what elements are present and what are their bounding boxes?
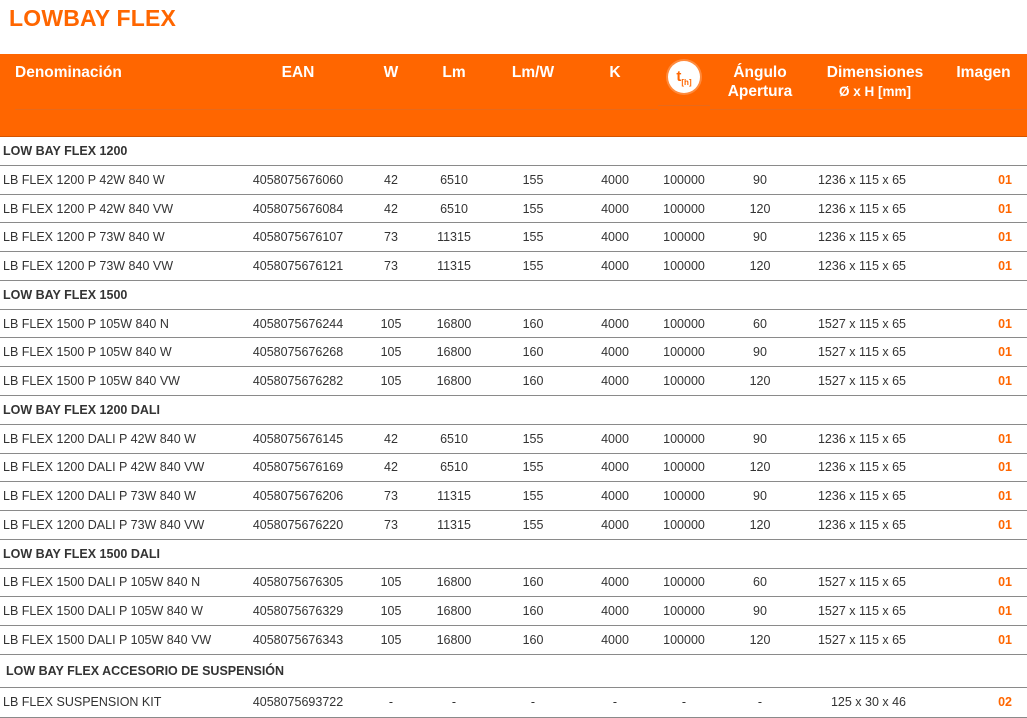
cell-dimensions: 1527 x 115 x 65: [810, 568, 940, 597]
cell-angle: -: [710, 687, 810, 717]
cell-lumen: 6510: [414, 166, 494, 195]
cell-denominacion: LB FLEX 1200 P 42W 840 W: [0, 166, 228, 195]
table-row: [0, 223, 1027, 252]
cell-kelvin: 4000: [572, 252, 658, 281]
cell-image-link[interactable]: 01: [940, 223, 1027, 252]
cell-lifetime: 100000: [658, 194, 710, 223]
header-angulo-line1: Ángulo: [733, 64, 787, 81]
lifetime-icon-letter: t: [676, 68, 682, 85]
cell-image-link[interactable]: 01: [940, 510, 1027, 539]
table-row: [0, 687, 1027, 717]
cell-angle: 90: [710, 223, 810, 252]
cell-ean: 4058075676060: [228, 166, 368, 195]
cell-efficacy: 155: [494, 510, 572, 539]
cell-kelvin: 4000: [572, 453, 658, 482]
cell-denominacion: LB FLEX 1500 DALI P 105W 840 W: [0, 597, 228, 626]
cell-watt: 42: [368, 424, 414, 453]
cell-dimensions: 1236 x 115 x 65: [810, 453, 940, 482]
cell-efficacy: 155: [494, 194, 572, 223]
cell-ean: 4058075693722: [228, 687, 368, 717]
cell-image-link[interactable]: 02: [940, 687, 1027, 717]
cell-lumen: 16800: [414, 338, 494, 367]
cell-efficacy: 160: [494, 568, 572, 597]
cell-lifetime: 100000: [658, 482, 710, 511]
table-body: [0, 137, 1027, 718]
cell-dimensions: 1236 x 115 x 65: [810, 194, 940, 223]
header-divider: [810, 109, 940, 110]
cell-lifetime: 100000: [658, 625, 710, 654]
cell-denominacion: LB FLEX 1200 P 73W 840 W: [0, 223, 228, 252]
cell-lifetime: 100000: [658, 338, 710, 367]
cell-dimensions: 1236 x 115 x 65: [810, 424, 940, 453]
cell-image-link[interactable]: 01: [940, 568, 1027, 597]
cell-kelvin: 4000: [572, 223, 658, 252]
header-ean: [228, 54, 368, 137]
cell-denominacion: LB FLEX 1200 DALI P 42W 840 VW: [0, 453, 228, 482]
cell-efficacy: 155: [494, 453, 572, 482]
group-header-row: [0, 280, 1027, 309]
header-divider: [494, 109, 572, 110]
cell-lumen: 11315: [414, 223, 494, 252]
group-header-row: [0, 395, 1027, 424]
header-dimensiones-line2: Ø x H [mm]: [838, 84, 911, 99]
cell-lifetime: 100000: [658, 252, 710, 281]
cell-lumen: 11315: [414, 482, 494, 511]
table-row: [0, 252, 1027, 281]
cell-angle: 90: [710, 482, 810, 511]
group-title: LOW BAY FLEX 1200: [0, 137, 1027, 166]
cell-denominacion: LB FLEX 1500 P 105W 840 N: [0, 309, 228, 338]
cell-lumen: 6510: [414, 194, 494, 223]
cell-efficacy: -: [494, 687, 572, 717]
cell-ean: 4058075676107: [228, 223, 368, 252]
cell-denominacion: LB FLEX 1200 DALI P 73W 840 W: [0, 482, 228, 511]
table-header-row: [0, 54, 1027, 137]
cell-ean: 4058075676206: [228, 482, 368, 511]
cell-watt: 42: [368, 166, 414, 195]
cell-lifetime: 100000: [658, 510, 710, 539]
header-divider: [414, 109, 494, 110]
cell-ean: 4058075676145: [228, 424, 368, 453]
header-imagen: [940, 54, 1027, 137]
cell-watt: 105: [368, 568, 414, 597]
cell-kelvin: 4000: [572, 424, 658, 453]
cell-lumen: 16800: [414, 625, 494, 654]
cell-ean: 4058075676169: [228, 453, 368, 482]
cell-kelvin: 4000: [572, 625, 658, 654]
cell-lifetime: 100000: [658, 424, 710, 453]
cell-denominacion: LB FLEX 1500 P 105W 840 VW: [0, 367, 228, 396]
cell-ean: 4058075676084: [228, 194, 368, 223]
cell-watt: -: [368, 687, 414, 717]
cell-lifetime: -: [658, 687, 710, 717]
header-denominacion-label: Denominación: [15, 64, 122, 81]
header-w-label: W: [383, 64, 399, 81]
cell-kelvin: 4000: [572, 482, 658, 511]
cell-watt: 42: [368, 194, 414, 223]
header-angulo-line2: Apertura: [727, 83, 793, 100]
cell-kelvin: 4000: [572, 194, 658, 223]
cell-angle: 120: [710, 510, 810, 539]
header-w: [368, 54, 414, 137]
cell-image-link[interactable]: 01: [940, 194, 1027, 223]
cell-angle: 90: [710, 424, 810, 453]
cell-dimensions: 125 x 30 x 46: [810, 687, 940, 717]
product-table: [0, 54, 1027, 718]
cell-angle: 120: [710, 367, 810, 396]
cell-ean: 4058075676121: [228, 252, 368, 281]
cell-lumen: 16800: [414, 568, 494, 597]
cell-denominacion: LB FLEX 1500 P 105W 840 W: [0, 338, 228, 367]
header-divider: [572, 109, 658, 110]
group-title: LOW BAY FLEX 1500 DALI: [0, 539, 1027, 568]
header-divider: [368, 109, 414, 110]
cell-image-link[interactable]: 01: [940, 309, 1027, 338]
header-lmw-label: Lm/W: [511, 64, 555, 81]
table-row: [0, 367, 1027, 396]
lifetime-hours-icon: [668, 61, 700, 93]
cell-denominacion: LB FLEX 1500 DALI P 105W 840 VW: [0, 625, 228, 654]
cell-lumen: 6510: [414, 453, 494, 482]
cell-watt: 73: [368, 252, 414, 281]
cell-kelvin: 4000: [572, 568, 658, 597]
cell-watt: 42: [368, 453, 414, 482]
cell-dimensions: 1527 x 115 x 65: [810, 625, 940, 654]
header-lm-label: Lm: [442, 64, 466, 81]
cell-dimensions: 1527 x 115 x 65: [810, 597, 940, 626]
cell-ean: 4058075676220: [228, 510, 368, 539]
table-row: [0, 166, 1027, 195]
cell-efficacy: 155: [494, 223, 572, 252]
cell-denominacion: LB FLEX 1200 P 42W 840 VW: [0, 194, 228, 223]
cell-watt: 105: [368, 597, 414, 626]
cell-image-link[interactable]: 01: [940, 367, 1027, 396]
table-row: [0, 453, 1027, 482]
page-title: LOWBAY FLEX: [9, 5, 177, 31]
group-header-row: [0, 539, 1027, 568]
header-k-label: K: [609, 64, 621, 81]
header-angulo: [710, 54, 810, 137]
cell-denominacion: LB FLEX SUSPENSION KIT: [0, 687, 228, 717]
cell-lifetime: 100000: [658, 309, 710, 338]
cell-kelvin: 4000: [572, 597, 658, 626]
cell-lumen: 11315: [414, 510, 494, 539]
cell-watt: 105: [368, 625, 414, 654]
cell-lifetime: 100000: [658, 166, 710, 195]
cell-image-link[interactable]: 01: [940, 625, 1027, 654]
cell-efficacy: 160: [494, 309, 572, 338]
header-dimensiones: [810, 54, 940, 137]
cell-denominacion: LB FLEX 1200 DALI P 42W 840 W: [0, 424, 228, 453]
cell-watt: 73: [368, 510, 414, 539]
header-dimensiones-line1: Dimensiones: [826, 64, 924, 81]
table-row: [0, 597, 1027, 626]
cell-kelvin: 4000: [572, 166, 658, 195]
cell-angle: 60: [710, 309, 810, 338]
group-title: LOW BAY FLEX 1200 DALI: [0, 395, 1027, 424]
cell-lifetime: 100000: [658, 223, 710, 252]
header-denominacion: [0, 54, 228, 137]
cell-dimensions: 1527 x 115 x 65: [810, 338, 940, 367]
cell-dimensions: 1236 x 115 x 65: [810, 252, 940, 281]
cell-lifetime: 100000: [658, 597, 710, 626]
group-title: LOW BAY FLEX 1500: [0, 280, 1027, 309]
cell-watt: 73: [368, 223, 414, 252]
cell-efficacy: 160: [494, 597, 572, 626]
header-ean-label: EAN: [281, 64, 315, 81]
cell-kelvin: 4000: [572, 338, 658, 367]
cell-lifetime: 100000: [658, 367, 710, 396]
table-row: [0, 568, 1027, 597]
group-title: LOW BAY FLEX ACCESORIO DE SUSPENSIÓN: [0, 654, 1027, 687]
header-lifetime: [658, 54, 710, 137]
cell-angle: 120: [710, 252, 810, 281]
header-divider: [15, 109, 228, 110]
cell-dimensions: 1527 x 115 x 65: [810, 367, 940, 396]
cell-efficacy: 160: [494, 338, 572, 367]
cell-image-link[interactable]: 01: [940, 482, 1027, 511]
table-row: [0, 338, 1027, 367]
lifetime-icon-unit: [h]: [681, 78, 692, 87]
cell-watt: 73: [368, 482, 414, 511]
cell-watt: 105: [368, 338, 414, 367]
cell-angle: 120: [710, 194, 810, 223]
cell-image-link[interactable]: 01: [940, 424, 1027, 453]
cell-image-link[interactable]: 01: [940, 166, 1027, 195]
cell-efficacy: 160: [494, 625, 572, 654]
cell-dimensions: 1236 x 115 x 65: [810, 223, 940, 252]
cell-lumen: 11315: [414, 252, 494, 281]
group-header-row: [0, 137, 1027, 166]
cell-angle: 90: [710, 597, 810, 626]
cell-lumen: -: [414, 687, 494, 717]
cell-dimensions: 1236 x 115 x 65: [810, 510, 940, 539]
cell-lumen: 16800: [414, 367, 494, 396]
table-row: [0, 194, 1027, 223]
cell-lifetime: 100000: [658, 453, 710, 482]
cell-lumen: 6510: [414, 424, 494, 453]
cell-denominacion: LB FLEX 1200 DALI P 73W 840 VW: [0, 510, 228, 539]
cell-dimensions: 1236 x 115 x 65: [810, 166, 940, 195]
header-lm: [414, 54, 494, 137]
cell-ean: 4058075676305: [228, 568, 368, 597]
cell-efficacy: 155: [494, 166, 572, 195]
cell-lumen: 16800: [414, 597, 494, 626]
cell-ean: 4058075676268: [228, 338, 368, 367]
cell-denominacion: LB FLEX 1200 P 73W 840 VW: [0, 252, 228, 281]
cell-watt: 105: [368, 309, 414, 338]
cell-ean: 4058075676329: [228, 597, 368, 626]
cell-ean: 4058075676282: [228, 367, 368, 396]
cell-ean: 4058075676244: [228, 309, 368, 338]
cell-angle: 90: [710, 166, 810, 195]
cell-efficacy: 155: [494, 482, 572, 511]
cell-dimensions: 1236 x 115 x 65: [810, 482, 940, 511]
header-divider: [658, 105, 710, 106]
cell-kelvin: 4000: [572, 309, 658, 338]
cell-denominacion: LB FLEX 1500 DALI P 105W 840 N: [0, 568, 228, 597]
cell-angle: 90: [710, 338, 810, 367]
table-row: [0, 510, 1027, 539]
cell-efficacy: 155: [494, 252, 572, 281]
header-divider: [710, 109, 810, 110]
cell-kelvin: 4000: [572, 510, 658, 539]
cell-kelvin: 4000: [572, 367, 658, 396]
header-k: [572, 54, 658, 137]
cell-image-link[interactable]: 01: [940, 453, 1027, 482]
header-divider: [940, 109, 1027, 110]
header-lmw: [494, 54, 572, 137]
cell-watt: 105: [368, 367, 414, 396]
cell-ean: 4058075676343: [228, 625, 368, 654]
cell-image-link[interactable]: 01: [940, 252, 1027, 281]
table-row: [0, 625, 1027, 654]
cell-kelvin: -: [572, 687, 658, 717]
table-row: [0, 482, 1027, 511]
cell-angle: 120: [710, 625, 810, 654]
cell-angle: 60: [710, 568, 810, 597]
cell-image-link[interactable]: 01: [940, 338, 1027, 367]
cell-dimensions: 1527 x 115 x 65: [810, 309, 940, 338]
table-row: [0, 424, 1027, 453]
header-divider: [228, 109, 368, 110]
cell-lifetime: 100000: [658, 568, 710, 597]
cell-lumen: 16800: [414, 309, 494, 338]
cell-angle: 120: [710, 453, 810, 482]
cell-efficacy: 160: [494, 367, 572, 396]
cell-efficacy: 155: [494, 424, 572, 453]
group-header-row: [0, 654, 1027, 687]
cell-image-link[interactable]: 01: [940, 597, 1027, 626]
header-imagen-label: Imagen: [956, 64, 1011, 81]
table-row: [0, 309, 1027, 338]
